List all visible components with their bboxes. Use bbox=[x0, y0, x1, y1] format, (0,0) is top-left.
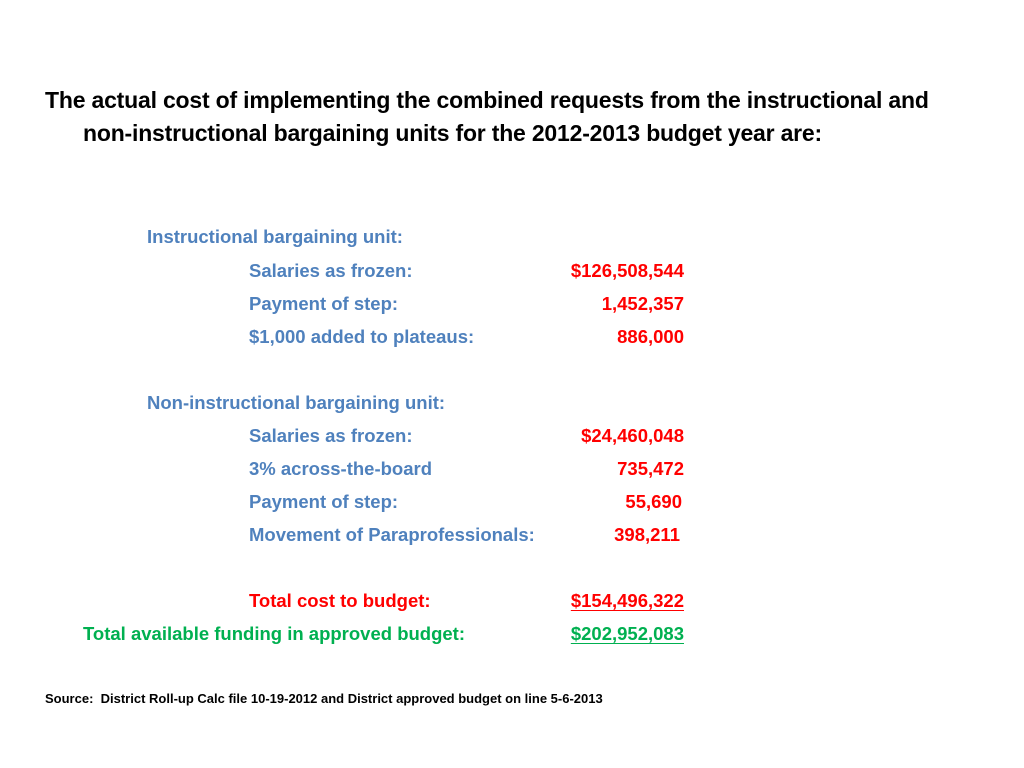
row-amount: 735,472 bbox=[617, 458, 684, 479]
row-amount: 398,211 bbox=[614, 524, 680, 545]
row-label: Salaries as frozen: bbox=[249, 425, 413, 446]
total-cost-amount: $154,496,322 bbox=[570, 590, 684, 611]
source-note: Source: District Roll-up Calc file 10-19-2012 and District approved budget on line 5-6-2013 bbox=[45, 691, 603, 706]
non-instructional-row-paraprofessionals bbox=[249, 520, 685, 550]
row-amount: $24,460,048 bbox=[581, 425, 684, 446]
row-amount: $126,508,544 bbox=[570, 260, 684, 281]
intro-paragraph: The actual cost of implementing the combined requests from the instructional and non-instructional bargaining units for the 2012-2013 budget year are: bbox=[45, 87, 929, 146]
non-instructional-row-across-board bbox=[249, 454, 685, 484]
row-amount: 1,452,357 bbox=[601, 293, 684, 314]
row-amount: 55,690 bbox=[625, 491, 682, 512]
instructional-heading: Instructional bargaining unit: bbox=[147, 226, 403, 247]
instructional-row-plateaus bbox=[249, 322, 685, 352]
row-label: Salaries as frozen: bbox=[249, 260, 413, 281]
total-cost-row bbox=[249, 586, 685, 616]
non-instructional-row-step bbox=[249, 487, 685, 517]
row-label: Payment of step: bbox=[249, 293, 399, 314]
total-cost-label: Total cost to budget: bbox=[249, 590, 431, 611]
non-instructional-heading: Non-instructional bargaining unit: bbox=[147, 392, 446, 413]
row-label: 3% across-the-board bbox=[249, 458, 432, 479]
row-amount: 886,000 bbox=[617, 326, 684, 347]
instructional-row-salaries bbox=[249, 256, 685, 286]
total-funding-amount: $202,952,083 bbox=[570, 623, 684, 644]
row-label: Payment of step: bbox=[249, 491, 399, 512]
instructional-row-step bbox=[249, 289, 685, 319]
total-funding-label: Total available funding in approved budget: bbox=[83, 623, 466, 644]
non-instructional-row-salaries bbox=[249, 421, 685, 451]
row-label: Movement of Paraprofessionals: bbox=[249, 524, 535, 545]
total-funding-row bbox=[83, 619, 685, 649]
row-label: $1,000 added to plateaus: bbox=[249, 326, 475, 347]
